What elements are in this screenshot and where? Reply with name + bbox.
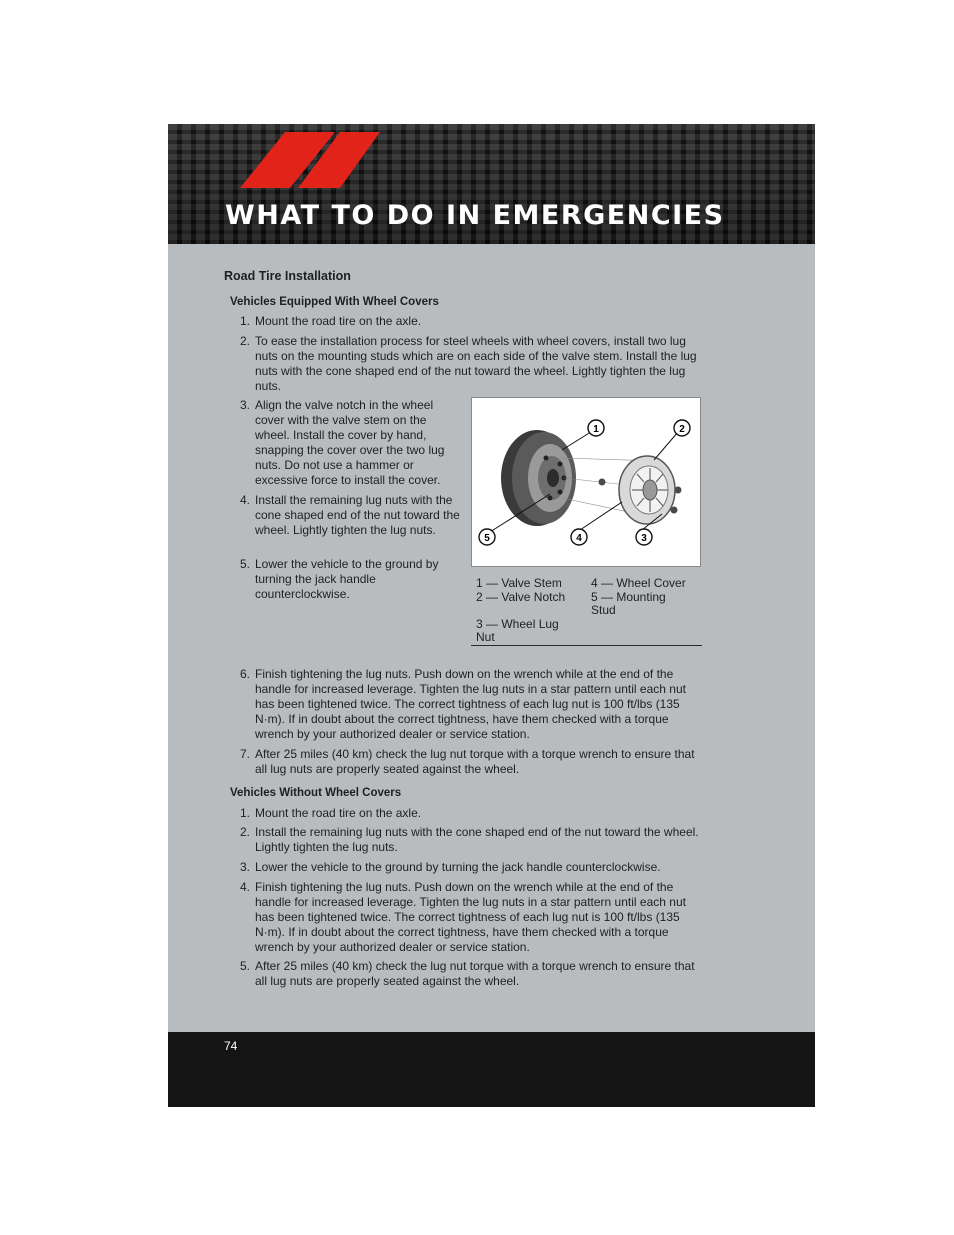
legend-item: 4 — Wheel Cover bbox=[591, 576, 686, 590]
caption-divider bbox=[471, 645, 702, 646]
manual-page: WHAT TO DO IN EMERGENCIES Road Tire Installation Vehicles Equipped With Wheel Covers 1. Mount the road tire on the axle. 2. To ease the installation process for steel wheels with wheel covers, install two lug nuts on the mounting studs which are on each side of the valve stem. Install the lug nuts with the cone shaped end of the nut toward the wheel. Lightly tighten the lug nuts. 3. Align the valve notch in the wheel cover with the valve stem on the wheel. Install the cover by hand, snapping the cover over the two lug nuts. Do not use a hammer or excessive force to install the cover. 4. Install the remaining lug nuts with the cone shaped end of the nut toward the wheel. Lightly tighten the lug nuts. 5. Lower the vehicle to the ground by turning the jack handle counterclockwise. 1 2 3 4 5 1 — Valve Stem 2 — Valve Notch 3 — Wheel Lug Nut 4 — Wheel Cover 5 — Mounting Stud 6. Finish tightening the lug nuts. Push down on the wrench while at the end of the handle for increased leverage. Tighten the lug nuts in a star pattern until each nut has been tightened twice. The correct tightness of each lug nut is 100 ft/lbs (135 N·m). If in doubt about the correct tightness, have them checked with a torque wrench by your authorized dealer or service station. 7. After 25 miles (40 km) check the lug nut torque with a torque wrench to ensure that all lug nuts are properly seated against the wheel. Vehicles Without Wheel Covers 1. Mount the road tire on the axle. 2. Install the remaining lug nuts with the cone shaped end of the nut toward the wheel. Lightly tighten the lug nuts. 3. Lower the vehicle to the ground by turning the jack handle counterclockwise. 4. Finish tightening the lug nuts. Push down on the wrench while at the end of the handle for increased leverage. Tighten the lug nuts in a star pattern until each nut has been tightened twice. The correct tightness of each lug nut is 100 ft/lbs (135 N·m). If in doubt about the correct tightness, have them checked with a torque wrench by your authorized dealer or service station. 5. After 25 miles (40 km) check the lug nut torque with a torque wrench to ensure that all lug nuts are properly seated against the wheel. 74 bbox=[168, 124, 815, 1107]
page-number: 74 bbox=[224, 1039, 238, 1053]
callout-4: 4 bbox=[576, 533, 582, 544]
brand-stripes-logo bbox=[240, 130, 380, 190]
subsection-heading-with-covers: Vehicles Equipped With Wheel Covers bbox=[230, 296, 439, 308]
callout-1: 1 bbox=[593, 424, 599, 435]
legend-item: 1 — Valve Stem bbox=[476, 576, 562, 590]
section-title: Road Tire Installation bbox=[224, 269, 351, 283]
wheel-cover-diagram bbox=[471, 397, 701, 567]
page-footer bbox=[168, 1032, 815, 1107]
wheel-diagram-illustration bbox=[472, 398, 700, 566]
page-title: WHAT TO DO IN EMERGENCIES bbox=[225, 200, 725, 231]
callout-2: 2 bbox=[679, 424, 685, 435]
callout-3: 3 bbox=[641, 533, 647, 544]
legend-item: 3 — Wheel Lug Nut bbox=[476, 617, 559, 644]
legend-item: 2 — Valve Notch bbox=[476, 590, 566, 604]
callout-5: 5 bbox=[484, 533, 490, 544]
section-header bbox=[168, 124, 815, 244]
subsection-heading-without-covers: Vehicles Without Wheel Covers bbox=[230, 787, 402, 799]
legend-item: 5 — Mounting Stud bbox=[591, 590, 666, 617]
